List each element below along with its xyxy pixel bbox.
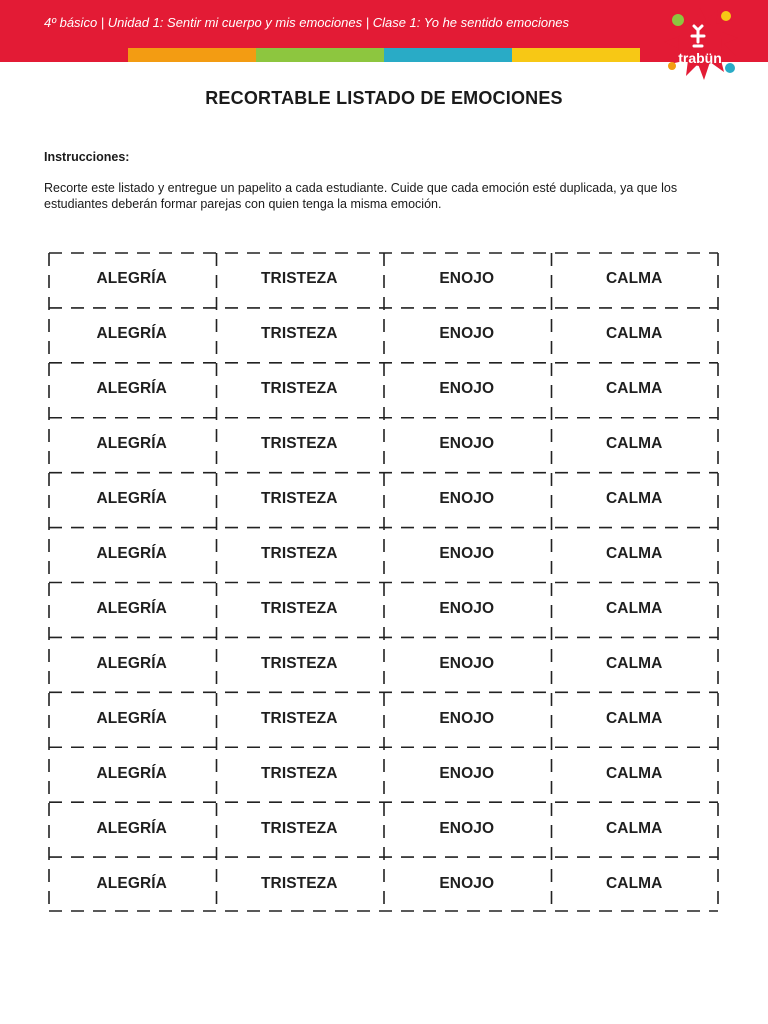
color-stripe (512, 48, 640, 62)
emotion-card: CALMA (606, 874, 663, 892)
emotion-card: CALMA (606, 325, 663, 343)
instructions-text: Recorte este listado y entregue un papelito a cada estudiante. Cuide que cada emoción esté duplicada, ya que los estudiantes deberán formar parejas con quien tenga la misma emoción. (44, 181, 678, 211)
emotion-card: ENOJO (439, 325, 495, 343)
emotion-card: ENOJO (439, 654, 495, 672)
emotion-card: TRISTEZA (260, 380, 338, 398)
emotion-card: ALEGRÍA (96, 654, 167, 672)
emotion-card: ALEGRÍA (96, 874, 167, 892)
emotion-card: ALEGRÍA (96, 490, 167, 508)
emotion-card: CALMA (606, 380, 663, 398)
emotion-card: TRISTEZA (260, 490, 338, 508)
emotion-card: CALMA (606, 490, 663, 508)
emotion-card: TRISTEZA (260, 654, 338, 672)
emotion-card: ENOJO (439, 545, 495, 563)
emotion-card: ENOJO (439, 490, 495, 508)
color-stripe (384, 48, 512, 62)
emotion-card: ENOJO (439, 270, 495, 288)
emotion-card: ENOJO (439, 764, 495, 782)
emotion-card: CALMA (606, 709, 663, 727)
emotion-card: CALMA (606, 654, 663, 672)
emotion-card: ENOJO (439, 819, 495, 837)
emotion-card: TRISTEZA (260, 709, 338, 727)
emotion-card: ALEGRÍA (96, 599, 167, 617)
instructions-label: Instrucciones: (44, 150, 130, 164)
emotion-card: ENOJO (439, 380, 495, 398)
trabun-splash-logo-icon (658, 2, 742, 86)
color-stripe (0, 48, 128, 62)
color-stripes (0, 48, 768, 62)
emotion-card: ALEGRÍA (96, 270, 167, 288)
emotion-card: ALEGRÍA (96, 764, 167, 782)
emotion-card: TRISTEZA (260, 819, 338, 837)
emotion-card: CALMA (606, 764, 663, 782)
emotion-card: CALMA (606, 270, 663, 288)
cutout-grid (48, 252, 718, 911)
emotion-card: CALMA (606, 545, 663, 563)
emotion-card: CALMA (606, 599, 663, 617)
emotion-card: TRISTEZA (260, 435, 338, 453)
emotion-card: ALEGRÍA (96, 380, 167, 398)
page-title: RECORTABLE LISTADO DE EMOCIONES (205, 88, 563, 108)
emotion-card: TRISTEZA (260, 599, 338, 617)
emotion-card: CALMA (606, 819, 663, 837)
emotion-card: TRISTEZA (260, 325, 338, 343)
emotion-card: TRISTEZA (260, 764, 338, 782)
emotion-card: ALEGRÍA (96, 435, 167, 453)
emotion-card: CALMA (606, 435, 663, 453)
emotion-card: ALEGRÍA (96, 819, 167, 837)
color-stripe (256, 48, 384, 62)
logo-wordmark: trabün (678, 50, 722, 66)
emotion-card: ALEGRÍA (96, 545, 167, 563)
emotion-card: TRISTEZA (260, 874, 338, 892)
emotion-card: ALEGRÍA (96, 325, 167, 343)
color-stripe (128, 48, 256, 62)
emotion-card: ENOJO (439, 599, 495, 617)
emotion-card: TRISTEZA (260, 270, 338, 288)
breadcrumb: 4º básico | Unidad 1: Sentir mi cuerpo y mis emociones | Clase 1: Yo he sentido emociones (44, 15, 570, 30)
emotion-card: ENOJO (439, 709, 495, 727)
emotion-card: ENOJO (439, 874, 495, 892)
emotion-card: ALEGRÍA (96, 709, 167, 727)
emotion-card: TRISTEZA (260, 545, 338, 563)
emotion-card: ENOJO (439, 435, 495, 453)
